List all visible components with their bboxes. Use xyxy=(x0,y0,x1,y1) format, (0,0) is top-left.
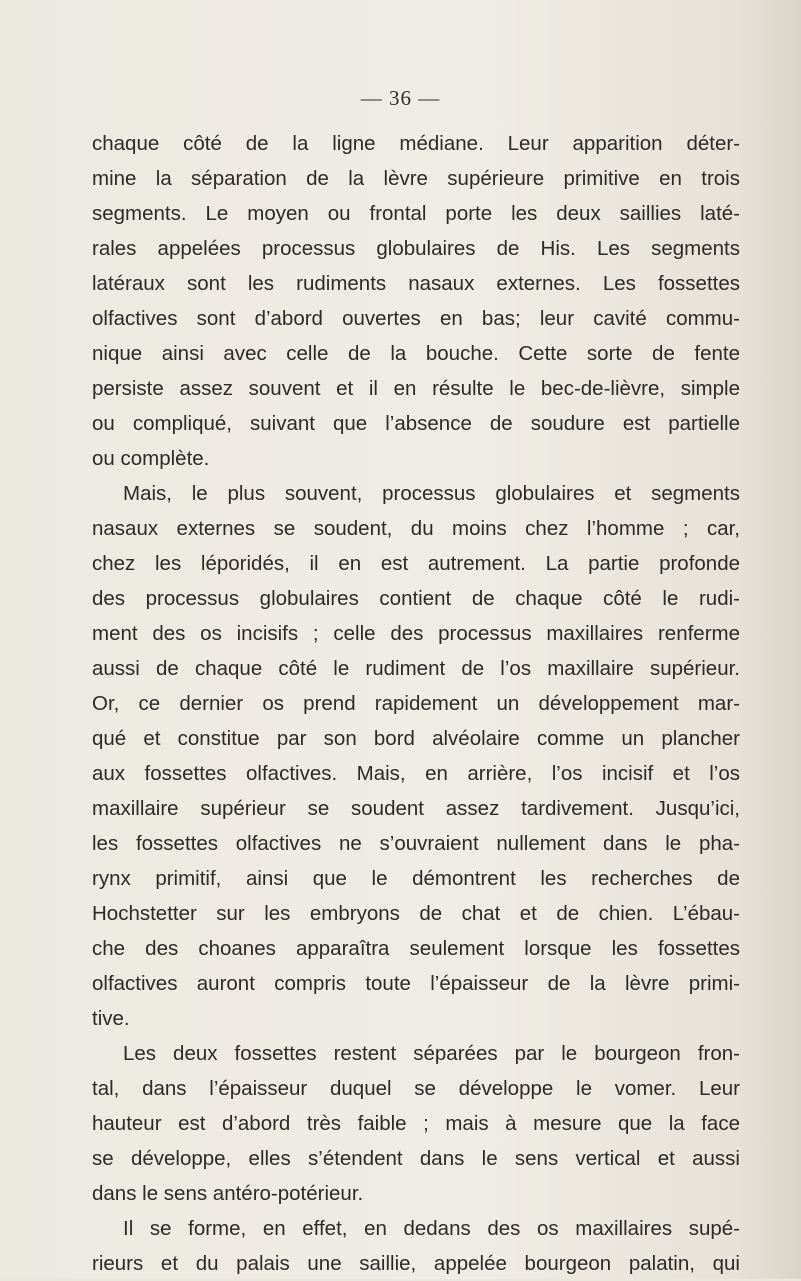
text-line: qué et constitue par son bord alvéolaire comme un plancher xyxy=(92,727,740,750)
text-line: Il se forme, en effet, en dedans des os maxillaires supé- xyxy=(123,1217,740,1240)
text-line: nasaux externes se soudent, du moins chez l’homme ; car, xyxy=(92,517,740,540)
text-line: hauteur est d’abord très faible ; mais à mesure que la face xyxy=(92,1112,740,1135)
text-line: rieurs et du palais une saillie, appelée bourgeon palatin, qui xyxy=(92,1252,740,1275)
text-line: chaque côté de la ligne médiane. Leur apparition déter- xyxy=(92,132,740,155)
paragraph xyxy=(92,1036,740,1211)
text-line: Or, ce dernier os prend rapidement un développement mar- xyxy=(92,692,740,715)
paragraph xyxy=(92,1211,740,1281)
text-line: dans le sens antéro-potérieur. xyxy=(92,1182,364,1205)
text-line: maxillaire supérieur se soudent assez tardivement. Jusqu’ici, xyxy=(92,797,740,820)
body-text xyxy=(92,126,740,1281)
text-line: tive. xyxy=(92,1007,130,1030)
text-line: olfactives auront compris toute l’épaisseur de la lèvre primi- xyxy=(92,972,740,995)
text-line: latéraux sont les rudiments nasaux externes. Les fossettes xyxy=(92,272,740,295)
text-line: aux fossettes olfactives. Mais, en arrière, l’os incisif et l’os xyxy=(92,762,740,785)
text-line: rynx primitif, ainsi que le démontrent les recherches de xyxy=(92,867,740,890)
text-line: nique ainsi avec celle de la bouche. Cette sorte de fente xyxy=(92,342,740,365)
text-line: Les deux fossettes restent séparées par le bourgeon fron- xyxy=(123,1042,740,1065)
text-line: ou compliqué, suivant que l’absence de soudure est partielle xyxy=(92,412,740,435)
text-line: ou complète. xyxy=(92,447,210,470)
text-line: segments. Le moyen ou frontal porte les deux saillies laté- xyxy=(92,202,740,225)
text-line: persiste assez souvent et il en résulte le bec-de-lièvre, simple xyxy=(92,377,740,400)
text-line: tal, dans l’épaisseur duquel se développe le vomer. Leur xyxy=(92,1077,740,1100)
text-line: Mais, le plus souvent, processus globulaires et segments xyxy=(123,482,740,505)
text-line: rales appelées processus globulaires de His. Les segments xyxy=(92,237,740,260)
page-number: — 36 — xyxy=(360,86,441,110)
text-line: Hochstetter sur les embryons de chat et de chien. L’ébau- xyxy=(92,902,740,925)
text-line: che des choanes apparaîtra seulement lorsque les fossettes xyxy=(92,937,740,960)
text-line: ment des os incisifs ; celle des processus maxillaires renferme xyxy=(92,622,740,645)
text-line: des processus globulaires contient de chaque côté le rudi- xyxy=(92,587,740,610)
text-line: les fossettes olfactives ne s’ouvraient nullement dans le pha- xyxy=(92,832,740,855)
text-line: aussi de chaque côté le rudiment de l’os maxillaire supérieur. xyxy=(92,657,740,680)
text-line: olfactives sont d’abord ouvertes en bas; leur cavité commu- xyxy=(92,307,740,330)
text-line: chez les léporidés, il en est autrement. La partie profonde xyxy=(92,552,740,575)
text-line: se développe, elles s’étendent dans le sens vertical et aussi xyxy=(92,1147,740,1170)
paragraph xyxy=(92,126,740,476)
text-line: mine la séparation de la lèvre supérieure primitive en trois xyxy=(92,167,740,190)
paragraph xyxy=(92,476,740,1036)
